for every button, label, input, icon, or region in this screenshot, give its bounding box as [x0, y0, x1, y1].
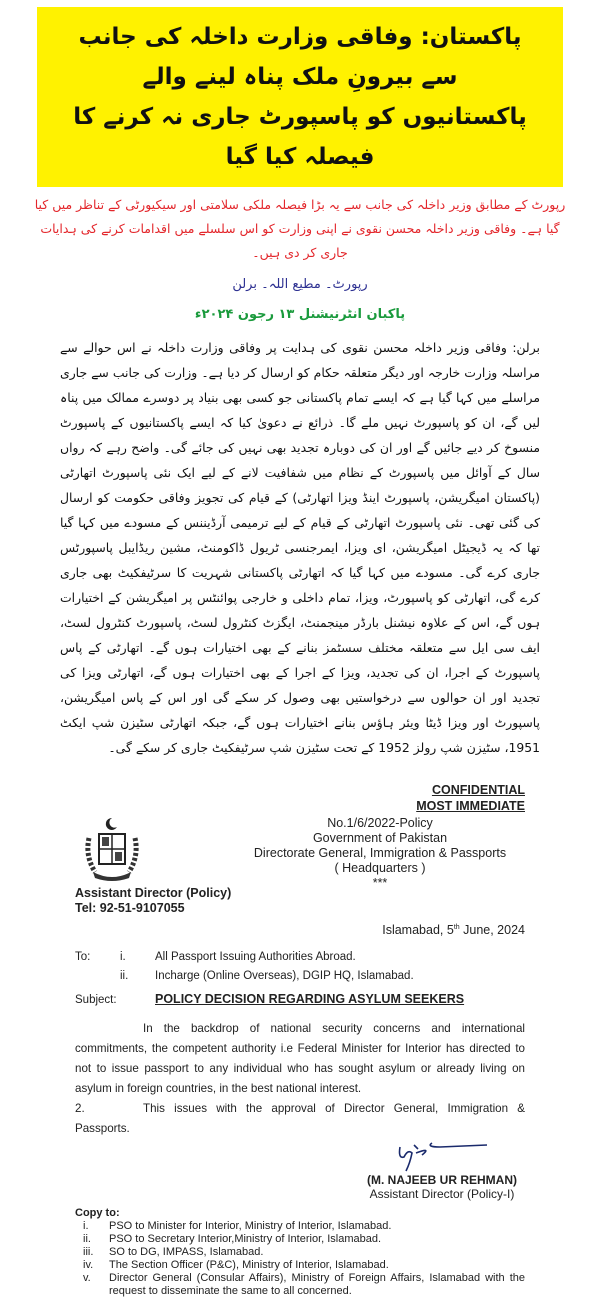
copy-number: v. — [83, 1272, 91, 1285]
letter-flags — [75, 782, 525, 814]
copy-to-list — [75, 1207, 525, 1298]
letterhead — [75, 816, 525, 916]
copy-text: The Section Officer (P&C), Ministry of Interior, Islamabad. — [109, 1259, 389, 1272]
headline-line-2: پاکستانیوں کو پاسپورٹ جاری نہ کرنے کا فیصلہ کیا گیا — [73, 104, 527, 170]
recipients — [75, 948, 525, 986]
recipient-item — [75, 948, 525, 967]
copy-text: SO to DG, IMPASS, Islamabad. — [109, 1246, 264, 1259]
copy-item — [75, 1220, 525, 1233]
confidential-flag: CONFIDENTIAL — [431, 783, 525, 797]
date-suffix: th — [453, 924, 460, 931]
letter-date — [75, 920, 525, 938]
recipient-text: Incharge (Online Overseas), DGIP HQ, Islamabad. — [155, 970, 414, 983]
copy-text: PSO to Minister for Interior, Ministry of Interior, Islamabad. — [109, 1220, 392, 1233]
paragraph-1-text: In the backdrop of national security concerns and international commitments, the competent authority i.e Federal Minister for Interior has directed to not to issue passport to any individual who has sought asylum or already living on asylum in foreign countries, in the best national interest. — [75, 1022, 525, 1096]
copy-to-label: Copy to: — [75, 1207, 120, 1220]
headline-line-1: پاکستان: وفاقی وزارت داخلہ کی جانب سے بیرونِ ملک پناہ لینے والے — [78, 24, 522, 90]
sender-block — [75, 816, 235, 916]
copy-number: iv. — [83, 1259, 94, 1272]
subject-label: Subject: — [75, 994, 117, 1007]
pakistan-emblem-icon — [81, 816, 143, 882]
official-letter — [75, 782, 525, 1298]
directorate-name: Directorate General, Immigration & Passports — [253, 846, 507, 860]
signatory-name: (M. NAJEEB UR REHMAN) — [367, 1173, 517, 1188]
copy-text: Director General (Consular Affairs), Ministry of Foreign Affairs, Islamabad with the request to disseminate the same to all concerned. — [109, 1272, 525, 1298]
byline: رپورٹ۔ مطیع اللہ۔ برلن — [232, 277, 368, 292]
signature-icon — [392, 1139, 492, 1173]
sender-title: Assistant Director (Policy) — [75, 886, 232, 900]
most-immediate-flag: MOST IMMEDIATE — [416, 799, 525, 813]
copy-item — [75, 1233, 525, 1246]
copy-item — [75, 1272, 525, 1298]
recipient-number: ii. — [120, 970, 129, 983]
recipient-number: i. — [120, 951, 126, 964]
source-date: پاکبان انٹرنیشنل ۱۳ رجون ۲۰۲۴ء — [194, 307, 406, 322]
copy-item — [75, 1246, 525, 1259]
headline-banner — [37, 7, 563, 187]
signature-block — [75, 1139, 525, 1201]
recipient-item — [75, 967, 525, 986]
article-body: برلن: وفاقی وزیر داخلہ محسن نقوی کی ہدایت پر وفاقی وزارت داخلہ نے اس حوالے سے مراسلہ وزارت خارجہ اور دیگر متعلقہ حکام کو ارسال کر دیا ہے۔ وزارت کی جانب سے جاری مراسلے میں کہا گیا ہے کہ ایسے تمام پاکستانی جو کسی بھی بنیاد پر دوسرے ممالک میں پناہ لیں گے، ان کو پاسپورٹ نہیں ملے گا۔ ذرائع نے دعویٰ کیا کہ ایسے پاکستانیوں کے پاسپورٹ منسوخ کر دیے جائیں گے اور ان کی دوبارہ تجدید بھی نہیں کی جائے گی۔ واضح رہے کہ رواں سال کے آوائل میں پاسپورٹ کے نظام میں شفافیت لانے کے لیے ایک نئی پاسپورٹ اتھارٹی (پاکستان امیگریشن، پاسپورٹ اینڈ ویزا اتھارٹی) کے قیام کی تجویز وفاقی حکومت کو ارسال کی گئی تھی۔ نئی پاسپورٹ اتھارٹی کے قیام کے لیے ترمیمی آرڈیننس کے مسودے میں کہا گیا تھا کہ یہ ڈیجیٹل امیگریشن، ای ویزا، ایمرجنسی ٹریول ڈاکومنٹ، مشین ریڈایبل پاسپورٹس جاری کرے گی۔ مسودے میں کہا گیا کہ اتھارٹی پاکستانی شہریت کا سرٹیفکیٹ بھی جاری کرے گی، اتھارٹی کو پاسپورٹ، ویزا، تمام داخلی و خارجی پوائنٹس پر امیگریشن کے اختیارات ہوں گے، اس کے علاوہ نیشنل بارڈر مینجمنٹ، ایگزٹ کنٹرول لسٹ، پاسپورٹ کنٹرول لسٹ، ایف سی ایل سے متعلقہ مختلف سسٹمز بنانے کے بھی اختیارات ہوں گے۔ اتھارٹی کے پاس پاسپورٹ کے اجرا، ان کی تجدید، ویزا کے اجرا کے بھی اختیارات ہوں گے، اتھارٹی ویزا کی تجدید اور ان حوالوں سے درخواستیں بھی وصول کر سکے گی اور اس کے پاس امیگریشن، پاسپورٹ اور ویزا ڈیٹا ویئر ہاؤس بنانے اختیارات ہوں گے، جبکہ اتھارٹی سٹیزن شپ ایکٹ 1951، سٹیزن شپ رولز 1952 کے تحت سٹیزن شپ سرٹیفکیٹ جاری کر سکے گی۔ — [60, 340, 540, 755]
sender-tel: Tel: 92-51-9107055 — [75, 901, 185, 915]
headquarters: ( Headquarters ) — [334, 861, 426, 875]
reference-number: No.1/6/2022-Policy — [327, 816, 433, 830]
date-day: Islamabad, 5 — [382, 923, 454, 938]
subject-line — [75, 990, 525, 1009]
lead-summary: رپورٹ کے مطابق وزیر داخلہ کی جانب سے یہ بڑا فیصلہ ملکی سلامتی اور سیکیورٹی کے تناظر میں کیا گیا ہے۔ وفاقی وزیر داخلہ محسن نقوی نے اپنی وزارت کو اس سلسلے میں اقدامات کرنے کی ہدایات جاری کر دی ہیں۔ — [34, 197, 566, 260]
paragraph-2-text: This issues with the approval of Director General, Immigration & Passports. — [75, 1102, 525, 1136]
separator-stars: *** — [372, 876, 388, 890]
subject-text: POLICY DECISION REGARDING ASYLUM SEEKERS — [155, 992, 465, 1007]
to-label-spacer — [75, 967, 120, 986]
copy-number: i. — [83, 1220, 89, 1233]
letter-header — [235, 816, 525, 891]
paragraph-2-number: 2. — [75, 1102, 85, 1116]
government-name: Government of Pakistan — [312, 831, 448, 845]
copy-number: ii. — [83, 1233, 91, 1246]
signatory-title: Assistant Director (Policy-I) — [369, 1187, 515, 1202]
copy-number: iii. — [83, 1246, 94, 1259]
copy-text: PSO to Secretary Interior,Ministry of Interior, Islamabad. — [109, 1233, 382, 1246]
letter-paragraph-1 — [75, 1019, 525, 1099]
date-month-year: June, 2024 — [459, 923, 525, 938]
recipient-text: All Passport Issuing Authorities Abroad. — [155, 951, 356, 964]
to-label: To: — [75, 951, 91, 964]
copy-item — [75, 1259, 525, 1272]
letter-paragraph-2 — [75, 1099, 525, 1139]
